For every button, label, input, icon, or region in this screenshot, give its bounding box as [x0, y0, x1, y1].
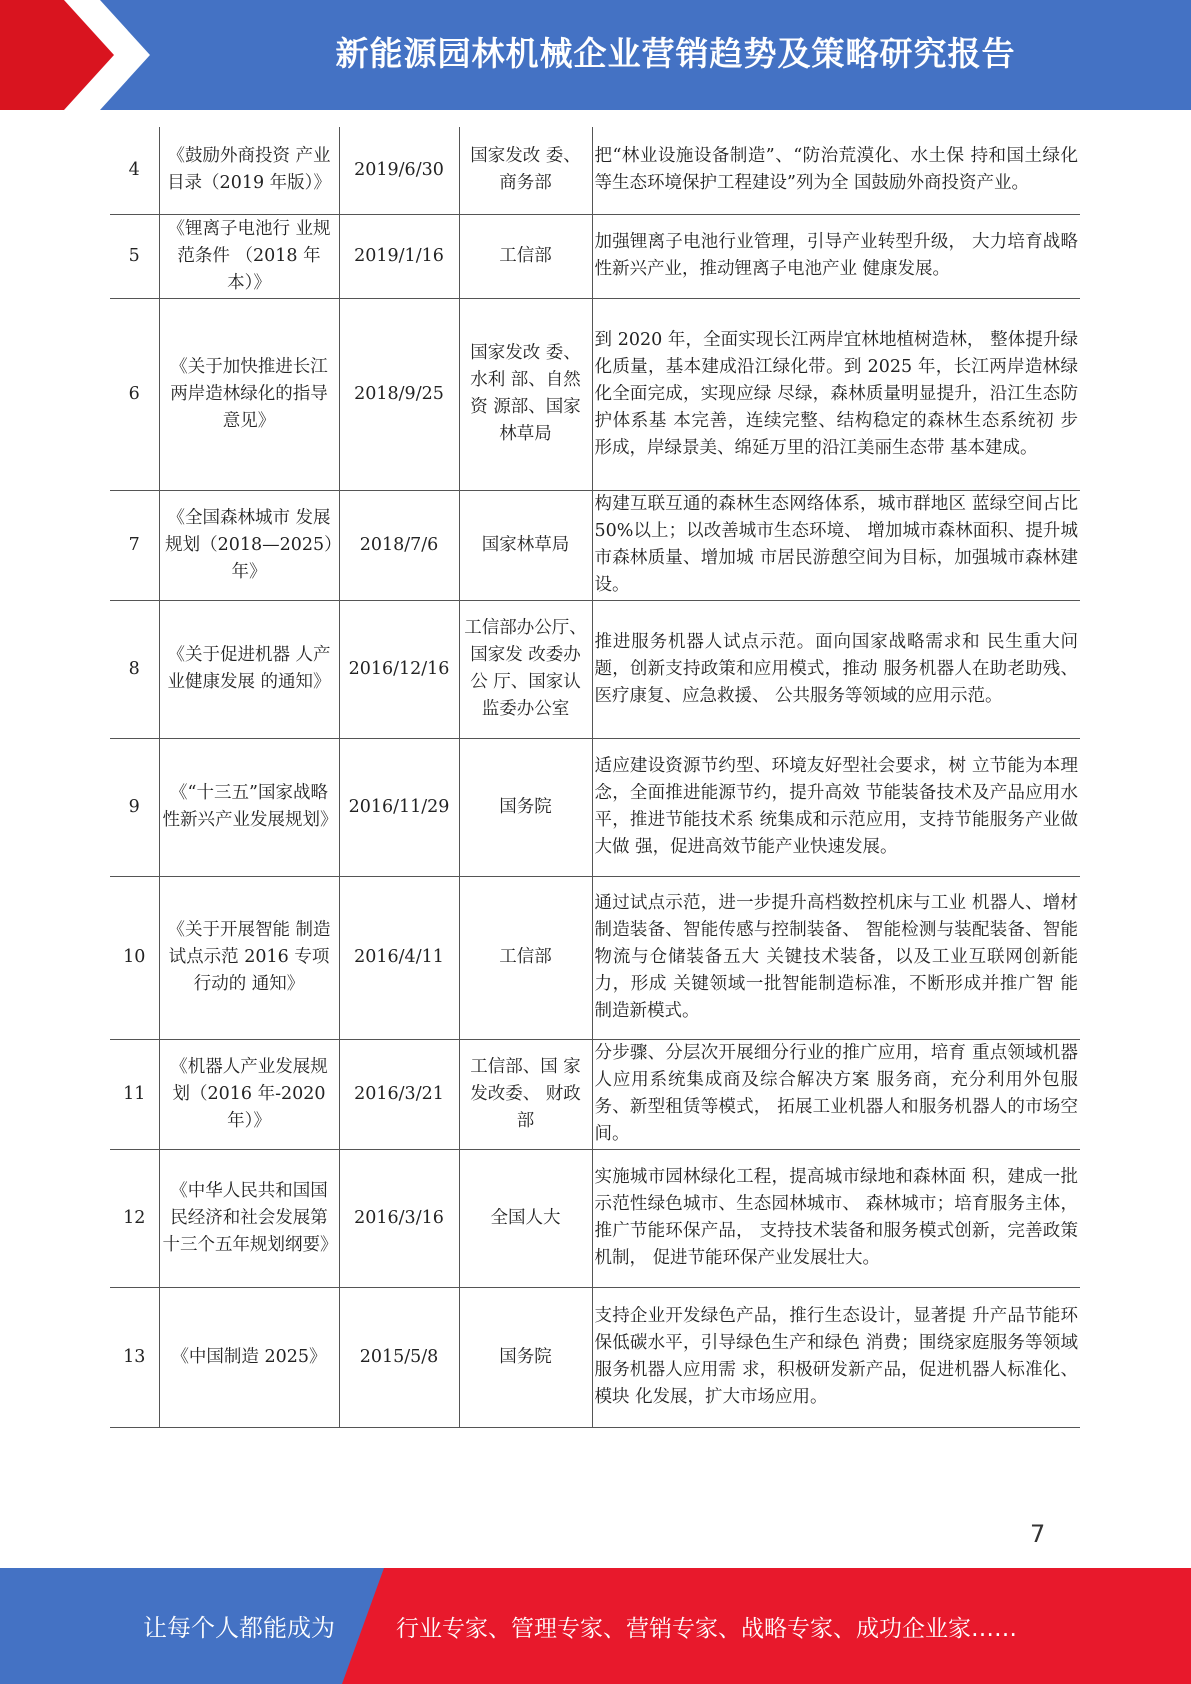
row-number: 10 — [110, 876, 159, 1039]
page-footer — [0, 1568, 1191, 1684]
policy-department: 国家发改 委、商务部 — [459, 127, 592, 214]
policy-name: 《关于加快推进长江两岸造林绿化的指导意见》 — [159, 298, 339, 490]
policy-content: 分步骤、分层次开展细分行业的推广应用，培育 重点领域机器人应用系统集成商及综合解决方案 服务商，充分利用外包服务、新型租赁等模式， 拓展工业机器人和服务机器人的市场空间。 — [592, 1039, 1080, 1149]
policy-department: 工信部 — [459, 214, 592, 298]
policy-date: 2016/3/16 — [339, 1149, 459, 1287]
policy-name: 《关于促进机器 人产业健康发展 的通知》 — [159, 600, 339, 738]
policy-name: 《机器人产业发展规划（2016 年-2020 年）》 — [159, 1039, 339, 1149]
policy-department: 全国人大 — [459, 1149, 592, 1287]
row-number: 7 — [110, 490, 159, 600]
policy-department: 工信部办公厅、国家发 改委办公 厅、国家认 监委办公室 — [459, 600, 592, 738]
table-row — [110, 1039, 1080, 1149]
policy-name: 《中国制造 2025》 — [159, 1287, 339, 1427]
table-row — [110, 600, 1080, 738]
page-header — [0, 0, 1191, 110]
policy-department: 工信部、国 家发改委、 财政部 — [459, 1039, 592, 1149]
policy-date: 2015/5/8 — [339, 1287, 459, 1427]
policy-name: 《“十三五”国家战略性新兴产业发展规划》 — [159, 738, 339, 876]
table-row — [110, 214, 1080, 298]
policy-date: 2016/3/21 — [339, 1039, 459, 1149]
policy-name: 《鼓励外商投资 产业目录（2019 年版）》 — [159, 127, 339, 214]
policy-department: 国务院 — [459, 738, 592, 876]
red-chevron-decoration — [0, 0, 160, 110]
policy-date: 2019/6/30 — [339, 127, 459, 214]
row-number: 13 — [110, 1287, 159, 1427]
slogan-right: 行业专家、管理专家、营销专家、战略专家、成功企业家…… — [396, 1616, 1017, 1642]
policy-name: 《关于开展智能 制造试点示范 2016 专项行动的 通知》 — [159, 876, 339, 1039]
row-number: 9 — [110, 738, 159, 876]
policy-content: 通过试点示范，进一步提升高档数控机床与工业 机器人、增材制造装备、智能传感与控制装备、 智能检测与装配装备、智能物流与仓储装备五大 关键技术装备，以及工业互联网创新能力，形成 关键领域一批智能制造标准，不断形成并推广智 能制造新模式。 — [592, 876, 1080, 1039]
policy-date: 2016/4/11 — [339, 876, 459, 1039]
policy-date: 2016/12/16 — [339, 600, 459, 738]
policy-date: 2016/11/29 — [339, 738, 459, 876]
table-row — [110, 298, 1080, 490]
policy-date: 2019/1/16 — [339, 214, 459, 298]
slogan-left: 让每个人都能成为 — [143, 1614, 335, 1642]
policy-content: 到 2020 年，全面实现长江两岸宜林地植树造林， 整体提升绿化质量，基本建成沿江绿化带。到 2025 年，长江两岸造林绿化全面完成，实现应绿 尽绿，森林质量明显提升，沿江生态防护体系基 本完善，连续完整、结构稳定的森林生态系统初 步形成，岸绿景美、绵延万里的沿江美丽生态带 基本建成。 — [592, 298, 1080, 490]
policy-content: 适应建设资源节约型、环境友好型社会要求，树 立节能为本理念，全面推进能源节约，提升高效 节能装备技术及产品应用水平，推进节能技术系 统集成和示范应用，支持节能服务产业做大做 强，促进高效节能产业快速发展。 — [592, 738, 1080, 876]
report-title: 新能源园林机械企业营销趋势及策略研究报告 — [335, 34, 1016, 73]
policy-date: 2018/9/25 — [339, 298, 459, 490]
table-row — [110, 490, 1080, 600]
row-number: 4 — [110, 127, 159, 214]
row-number: 6 — [110, 298, 159, 490]
policy-name: 《全国森林城市 发展规划（2018—2025）年》 — [159, 490, 339, 600]
policy-content: 支持企业开发绿色产品，推行生态设计，显著提 升产品节能环保低碳水平，引导绿色生产和绿色 消费；围绕家庭服务等领域服务机器人应用需 求，积极研发新产品，促进机器人标准化、模块 化发展，扩大市场应用。 — [592, 1287, 1080, 1427]
table-row — [110, 738, 1080, 876]
policy-department: 国家发改 委、水利 部、自然资 源部、国家林草局 — [459, 298, 592, 490]
row-number: 12 — [110, 1149, 159, 1287]
policy-content: 实施城市园林绿化工程，提高城市绿地和森林面 积，建成一批示范性绿色城市、生态园林城市、 森林城市；培育服务主体，推广节能环保产品， 支持技术装备和服务模式创新，完善政策机制， 促进节能环保产业发展壮大。 — [592, 1149, 1080, 1287]
table-row — [110, 1149, 1080, 1287]
table-row — [110, 127, 1080, 214]
policy-content: 构建互联互通的森林生态网络体系，城市群地区 蓝绿空间占比 50%以上；以改善城市生态环境、 增加城市森林面积、提升城市森林质量、增加城 市居民游憩空间为目标，加强城市森林建设。 — [592, 490, 1080, 600]
policy-department: 国家林草局 — [459, 490, 592, 600]
policy-name: 《中华人民共和国国民经济和社会发展第十三个五年规划纲要》 — [159, 1149, 339, 1287]
table-row — [110, 876, 1080, 1039]
policy-content: 推进服务机器人试点示范。面向国家战略需求和 民生重大问题，创新支持政策和应用模式，推动 服务机器人在助老助残、医疗康复、应急救援、 公共服务等领域的应用示范。 — [592, 600, 1080, 738]
table-row — [110, 1287, 1080, 1427]
policy-content: 加强锂离子电池行业管理，引导产业转型升级， 大力培育战略性新兴产业，推动锂离子电池产业 健康发展。 — [592, 214, 1080, 298]
policy-date: 2018/7/6 — [339, 490, 459, 600]
policy-department: 工信部 — [459, 876, 592, 1039]
policy-department: 国务院 — [459, 1287, 592, 1427]
policy-content: 把“林业设施设备制造”、“防治荒漠化、水土保 持和国土绿化等生态环境保护工程建设”列为全 国鼓励外商投资产业。 — [592, 127, 1080, 214]
row-number: 8 — [110, 600, 159, 738]
policy-name: 《锂离子电池行 业规范条件 （2018 年本）》 — [159, 214, 339, 298]
row-number: 5 — [110, 214, 159, 298]
page-number: 7 — [1030, 1520, 1046, 1548]
row-number: 11 — [110, 1039, 159, 1149]
policy-table — [110, 127, 1080, 1428]
